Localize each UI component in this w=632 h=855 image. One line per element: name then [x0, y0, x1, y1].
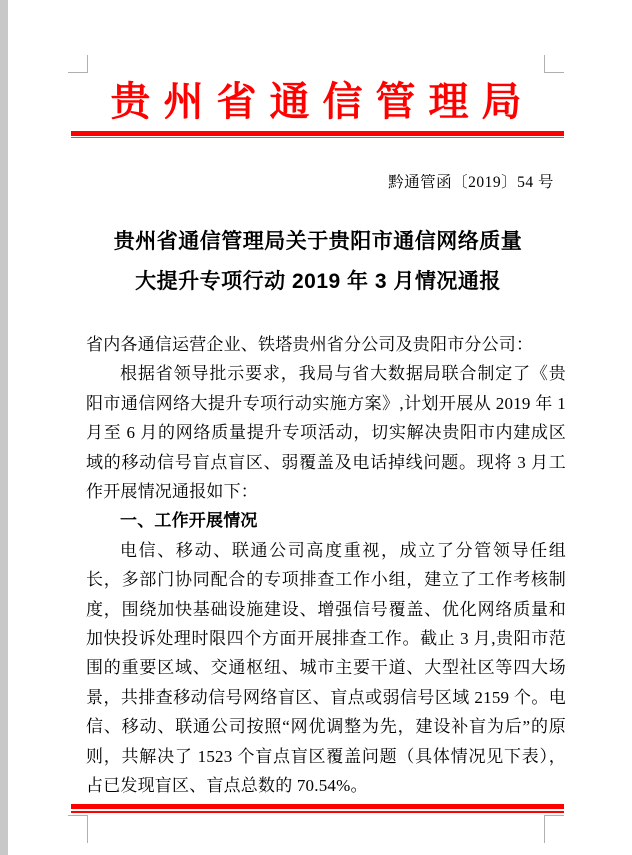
page-viewer-gutter: [0, 0, 8, 855]
body-paragraph-1: 根据省领导批示要求，我局与省大数据局联合制定了《贵阳市通信网络大提升专项行动实施方案》,计划开展从 2019 年 1 月至 6 月的网络质量提升专项活动，切实解决贵阳市内建成区域的移动信号盲点盲区、弱覆盖及电话掉线问题。现将 3 月工作开展情况通报如下：: [86, 364, 566, 502]
document-title: [72, 222, 564, 302]
section-heading-1: 一、工作开展情况: [120, 511, 258, 531]
salutation: 省内各通信运营企业、铁塔贵州省分公司及贵阳市分公司：: [86, 335, 534, 354]
masthead-red-rule: [71, 131, 564, 138]
document-title-line-1: 贵州省通信管理局关于贵阳市通信网络质量: [113, 230, 523, 253]
document-body: [86, 330, 566, 801]
document-page: [8, 0, 632, 855]
body-paragraph-2: 电信、移动、联通公司高度重视，成立了分管领导任组长，多部门协同配合的专项排查工作小组，建立了工作考核制度，围绕加快基础设施建设、增强信号覆盖、优化网络质量和加快投诉处理时限四个方面开展排查工作。截止 3 月,贵阳市范围的重要区域、交通枢纽、城市主要干道、大型社区等四大场景，共排查移动信号网络盲区、盲点或弱信号区域 2159 个。电信、移动、联通公司按照“网优调整为先，建设补盲为后”的原则，共解决了 1523 个盲点盲区覆盖问题（具体情况见下表），占已发现盲区、盲点总数的 70.54%。: [86, 540, 566, 796]
crop-mark-bottom-left: [68, 815, 88, 833]
document-masthead-organization: 贵州省通信管理局: [110, 80, 535, 124]
footer-red-rule: [71, 804, 564, 813]
document-title-line-2: 大提升专项行动 2019 年 3 月情况通报: [135, 270, 501, 293]
crop-mark-bottom-right: [544, 815, 564, 833]
crop-mark-top-right: [544, 55, 564, 73]
crop-mark-top-left: [68, 55, 88, 73]
document-serial-number: 黔通管函〔2019〕54 号: [388, 174, 554, 191]
